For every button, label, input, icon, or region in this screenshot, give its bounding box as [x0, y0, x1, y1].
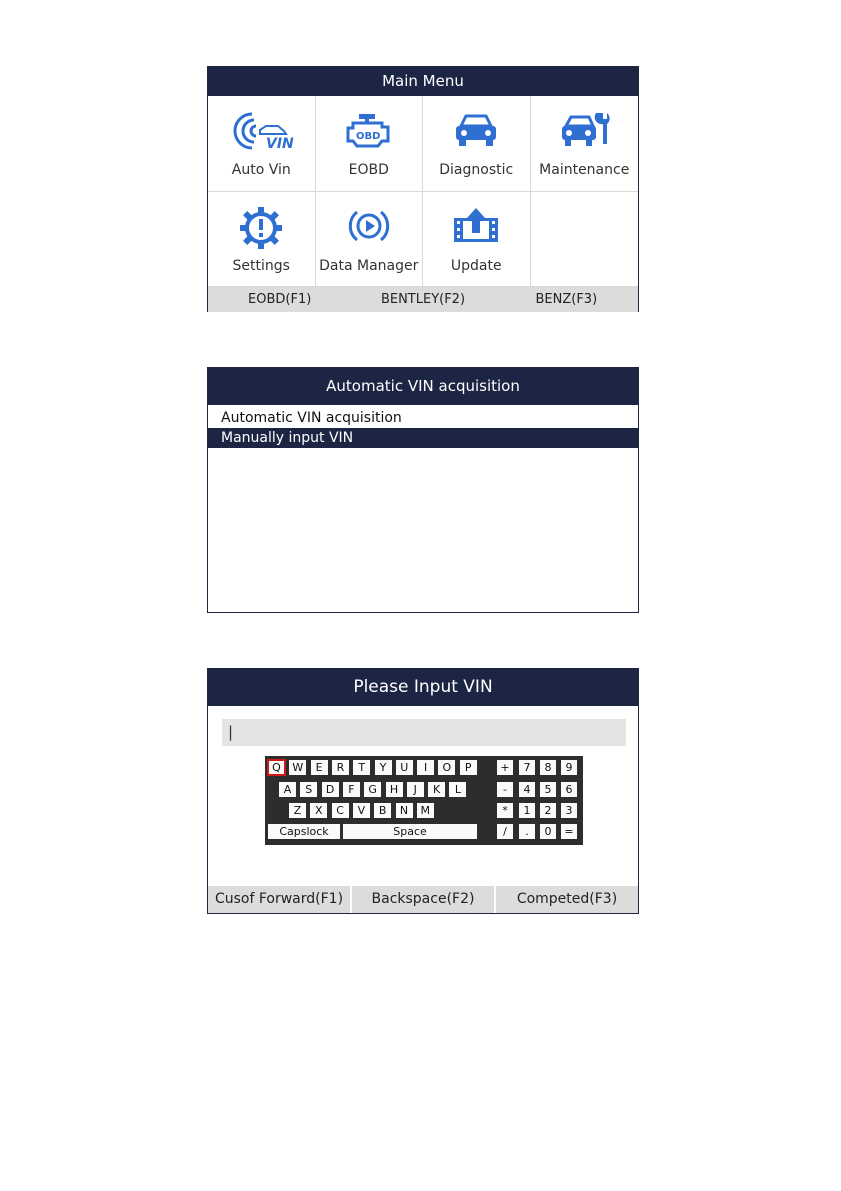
key-b[interactable]: B [374, 803, 391, 818]
key-c[interactable]: C [332, 803, 349, 818]
key-k[interactable]: K [428, 782, 445, 797]
menu-item-label: Data Manager [319, 258, 419, 274]
key-y[interactable]: Y [375, 760, 392, 775]
menu-item-update[interactable] [423, 192, 531, 287]
numpad-key[interactable]: 9 [561, 760, 577, 775]
function-key-bar [208, 886, 638, 913]
f3-key[interactable]: Competed(F3) [494, 886, 638, 913]
numpad-key[interactable]: 6 [561, 782, 577, 797]
vin-select-screen [207, 367, 639, 613]
numpad-key[interactable]: * [497, 803, 513, 818]
f2-key[interactable]: Backspace(F2) [350, 886, 494, 913]
numpad-key[interactable]: 7 [519, 760, 535, 775]
menu-item-settings[interactable] [208, 192, 316, 287]
numpad-key[interactable]: 2 [540, 803, 556, 818]
menu-item-auto-vin[interactable] [208, 96, 316, 192]
vin-input-screen [207, 668, 639, 914]
numpad-key[interactable]: / [497, 824, 513, 839]
menu-item-label: Maintenance [539, 162, 630, 178]
vin-select-title: Automatic VIN acquisition [208, 368, 638, 405]
key-p[interactable]: P [460, 760, 477, 775]
key-x[interactable]: X [310, 803, 327, 818]
menu-item-maintenance[interactable] [531, 96, 639, 192]
numpad-key[interactable]: 3 [561, 803, 577, 818]
key-j[interactable]: J [407, 782, 424, 797]
main-menu-screen [207, 66, 639, 312]
key-r[interactable]: R [332, 760, 349, 775]
capslock-key[interactable]: Capslock [268, 824, 340, 839]
key-e[interactable]: E [311, 760, 328, 775]
on-screen-keyboard [265, 756, 583, 845]
menu-item-label: Auto Vin [231, 162, 291, 178]
space-key[interactable]: Space [343, 824, 477, 839]
key-o[interactable]: O [438, 760, 455, 775]
svg-text:VIN: VIN [266, 136, 295, 152]
car-wrench-icon [559, 110, 609, 150]
menu-item-label: Update [450, 258, 502, 274]
key-s[interactable]: S [300, 782, 317, 797]
numpad-key[interactable]: 1 [519, 803, 535, 818]
gear-alert-icon [238, 206, 284, 250]
svg-text:OBD: OBD [355, 131, 381, 142]
key-a[interactable]: A [279, 782, 296, 797]
menu-item-data-manager[interactable] [316, 192, 424, 287]
key-n[interactable]: N [396, 803, 413, 818]
key-g[interactable]: G [364, 782, 381, 797]
key-h[interactable]: H [386, 782, 403, 797]
f1-key[interactable]: Cusof Forward(F1) [208, 886, 350, 913]
f3-key[interactable]: BENZ(F3) [535, 292, 598, 307]
numpad-key[interactable]: 8 [540, 760, 556, 775]
f2-key[interactable]: BENTLEY(F2) [380, 292, 466, 307]
key-m[interactable]: M [417, 803, 434, 818]
numpad-key[interactable]: + [497, 760, 513, 775]
key-q[interactable]: Q [268, 760, 285, 775]
menu-item-empty [531, 192, 639, 287]
car-icon [451, 110, 501, 150]
vin-option-list [208, 408, 638, 448]
menu-item-label: Diagnostic [439, 162, 514, 178]
key-w[interactable]: W [289, 760, 306, 775]
list-item-manual-vin[interactable]: Manually input VIN [208, 428, 638, 448]
numpad-key[interactable]: 4 [519, 782, 535, 797]
vin-radar-icon [232, 110, 295, 152]
key-l[interactable]: L [449, 782, 466, 797]
play-circle-icon [344, 206, 394, 246]
menu-item-label: EOBD [348, 162, 389, 178]
menu-item-diagnostic[interactable] [423, 96, 531, 192]
f1-key[interactable]: EOBD(F1) [248, 292, 312, 307]
key-i[interactable]: I [417, 760, 434, 775]
key-t[interactable]: T [353, 760, 370, 775]
numpad-key[interactable]: . [519, 824, 535, 839]
key-f[interactable]: F [343, 782, 360, 797]
menu-item-label: Settings [232, 258, 290, 274]
key-d[interactable]: D [322, 782, 339, 797]
numpad-key[interactable]: = [561, 824, 577, 839]
numpad-key[interactable]: - [497, 782, 513, 797]
main-menu-title: Main Menu [208, 67, 638, 96]
key-z[interactable]: Z [289, 803, 306, 818]
vin-input-title: Please Input VIN [208, 669, 638, 706]
upload-film-icon [451, 206, 501, 246]
key-v[interactable]: V [353, 803, 370, 818]
vin-input-field[interactable]: | [222, 719, 626, 746]
numpad-key[interactable]: 0 [540, 824, 556, 839]
main-menu-grid [208, 96, 638, 287]
key-u[interactable]: U [396, 760, 413, 775]
menu-item-eobd[interactable] [316, 96, 424, 192]
function-key-bar [208, 287, 638, 312]
list-item-automatic-vin[interactable]: Automatic VIN acquisition [221, 410, 402, 426]
engine-obd-icon [344, 110, 394, 150]
numpad-key[interactable]: 5 [540, 782, 556, 797]
